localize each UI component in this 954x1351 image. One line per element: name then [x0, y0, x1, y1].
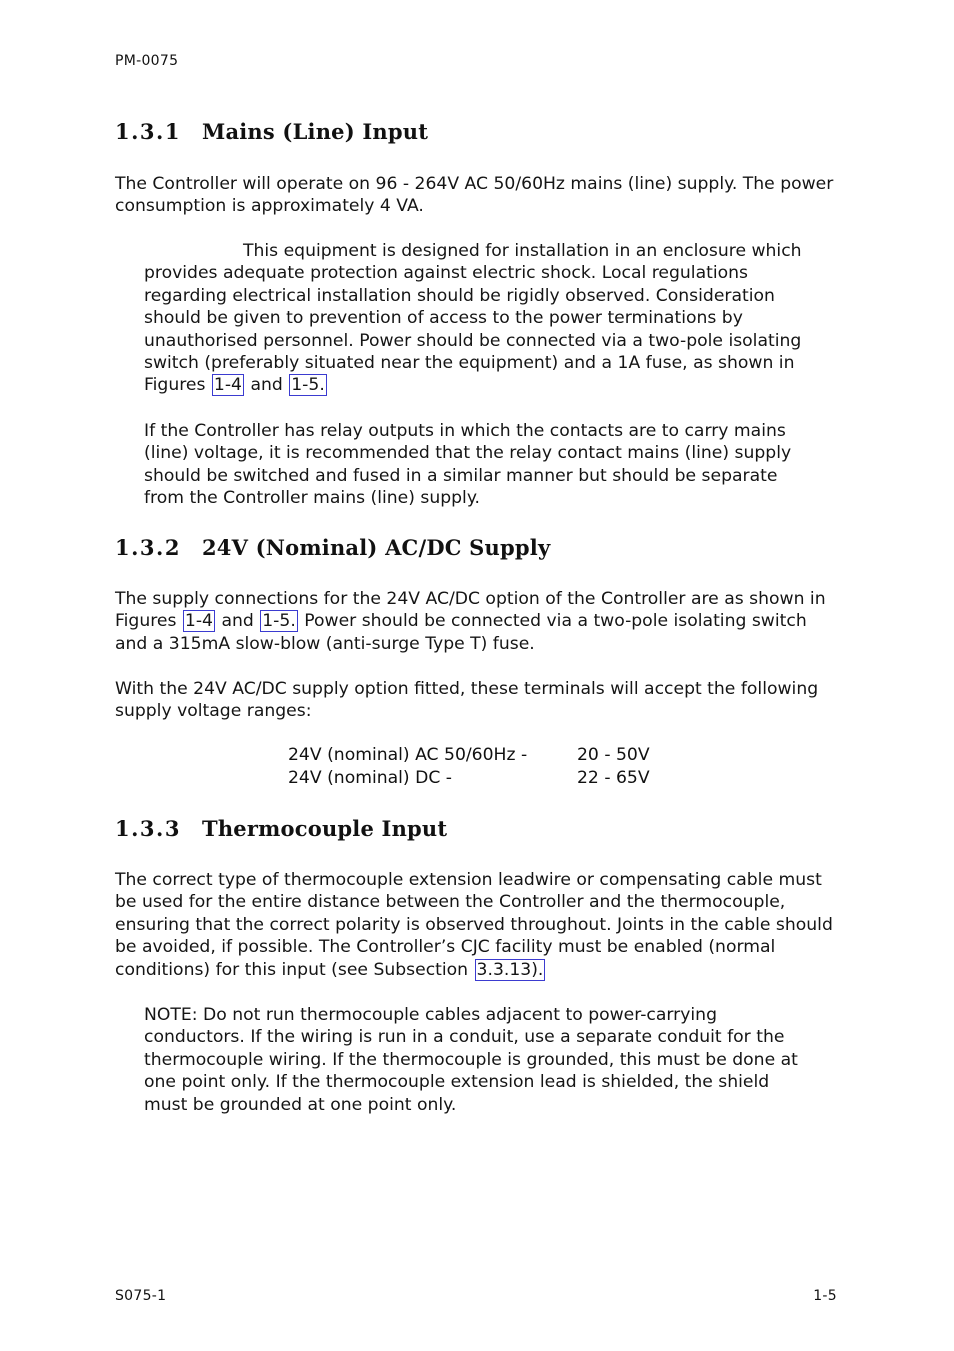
- subsection-link-3-3-13[interactable]: 3.3.13).: [476, 959, 544, 980]
- and-text: and: [215, 611, 260, 632]
- relay-paragraph: If the Controller has relay outputs in which the contacts are to carry mains (line) voltage, it is recommended that the relay contact mains (line) supply should be switched and fused in a similar manner but should be separate from the Controller mains (line) supply.: [144, 421, 792, 509]
- voltage-intro-paragraph: With the 24V AC/DC supply option fitted, these terminals will accept the following supply voltage ranges:: [115, 679, 819, 722]
- section-heading-1-3-3: [115, 816, 447, 841]
- figure-link-1-5[interactable]: 1-5.: [262, 611, 296, 632]
- section-title: 24V (Nominal) AC/DC Supply: [202, 535, 551, 560]
- warning-paragraph: [144, 240, 816, 397]
- section-number: 1.3.2: [115, 535, 181, 560]
- section-title: Thermocouple Input: [202, 816, 448, 841]
- range-label: 24V (nominal) AC 50/60Hz -: [288, 745, 528, 765]
- range-value: 20 - 50V: [577, 745, 650, 765]
- figure-link-1-4[interactable]: 1-4: [184, 611, 213, 632]
- section-number: 1.3.3: [115, 816, 181, 841]
- range-label: 24V (nominal) DC -: [288, 767, 452, 788]
- figure-link-1-5[interactable]: 1-5.: [291, 375, 325, 396]
- figure-link-1-4[interactable]: 1-4: [213, 375, 242, 396]
- supply-text-a: The supply connections for the 24V AC/DC option of the Controller are as shown in Figures: [115, 589, 826, 632]
- supply-paragraph: [115, 588, 843, 655]
- section-heading-1-3-2: [115, 535, 550, 560]
- note-paragraph: NOTE: Do not run thermocouple cables adjacent to power-carrying conductors. If the wiring is run in a conduit, use a separate conduit for the thermocouple wiring. If the thermocouple is grounded, this must be done at one point only. If the thermocouple extension lead is shielded, the shield must be grounded at one point only.: [144, 1005, 798, 1115]
- mains-paragraph: The Controller will operate on 96 - 264V AC 50/60Hz mains (line) supply. The power consumption is approximately 4 VA.: [115, 174, 834, 217]
- supply-text-b: Power should be connected via a two-pole isolating switch and a 315mA slow-blow (anti-surge Type T) fuse.: [115, 611, 807, 654]
- footer-doc-code: S075-1: [115, 1288, 167, 1304]
- section-title: Mains (Line) Input: [202, 119, 429, 144]
- range-value: 22 - 65V: [577, 767, 650, 788]
- warning-text: This equipment is designed for installation in an enclosure which provides adequate protection against electric shock. Local regulations regarding electrical installation should be rigidly observed. Consideration should be given to prevention of access to the power terminations by unauthorised personnel. Power should be connected via a two-pole isolating switch (preferably situated near the equipment) and a 1A fuse, as shown in Figures: [144, 241, 802, 396]
- section-heading-1-3-1: [115, 119, 428, 144]
- document-id: PM-0075: [115, 53, 179, 69]
- thermocouple-paragraph: [115, 869, 843, 981]
- page-number: 1-5: [813, 1288, 837, 1304]
- section-number: 1.3.1: [115, 119, 181, 144]
- thermocouple-text: The correct type of thermocouple extension leadwire or compensating cable must be used for the entire distance between the Controller and the thermocouple, ensuring that the correct polarity is observed throughout. Joints in the cable should be avoided, if possible. The Controller’s CJC facility must be enabled (normal conditions) for this input (see Subsection: [115, 870, 833, 980]
- and-text: and: [244, 375, 289, 396]
